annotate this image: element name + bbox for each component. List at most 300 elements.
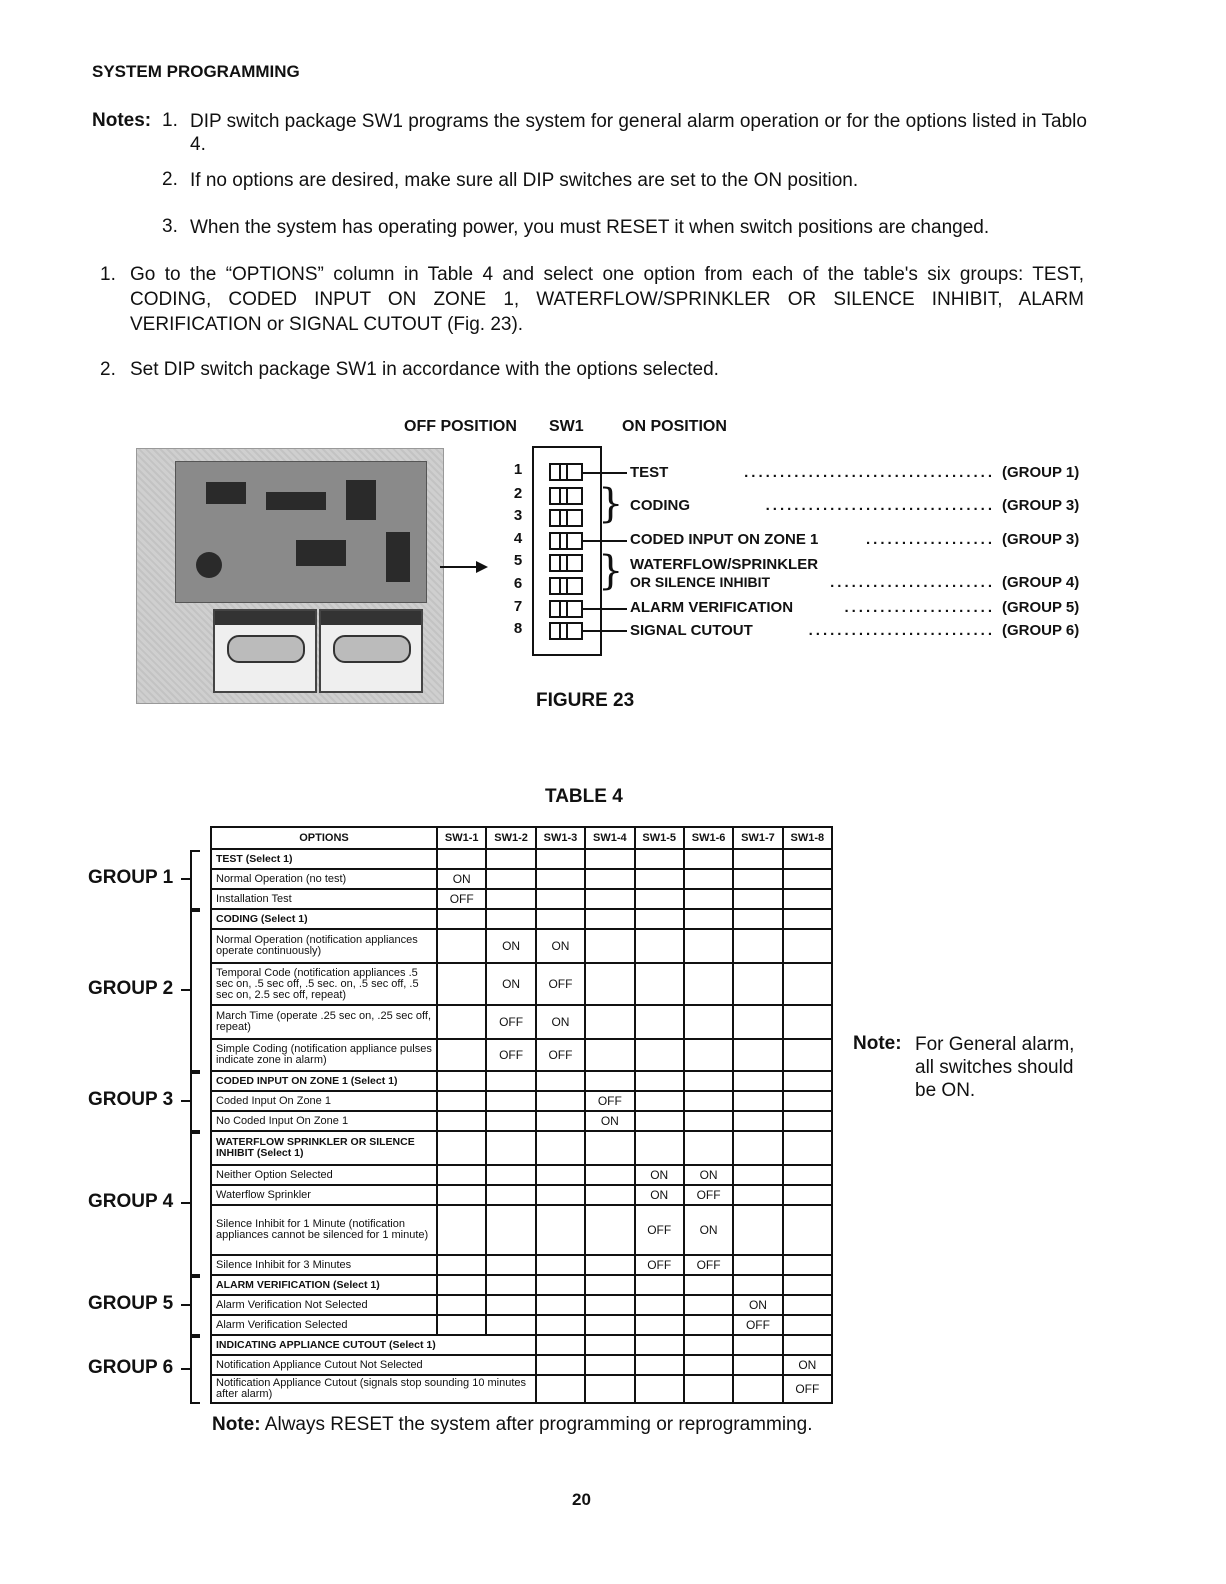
note-text: If no options are desired, make sure all DIP switches are set to the ON position. [190, 170, 859, 191]
switch-setting-cell [585, 929, 634, 963]
switch-setting-cell [585, 1315, 634, 1335]
switch-setting-cell [536, 1335, 585, 1355]
page-heading: SYSTEM PROGRAMMING [92, 62, 300, 81]
switch-setting-cell [733, 869, 782, 889]
switch-setting-cell: OFF [437, 889, 486, 909]
switch-setting-cell [536, 1315, 585, 1335]
leader-line [583, 540, 627, 542]
group-brace-point [181, 989, 191, 991]
switch-setting-cell [486, 1205, 535, 1255]
table-row [211, 1355, 832, 1375]
switch-setting-cell [684, 1071, 733, 1091]
table-row [211, 1205, 832, 1255]
switch-setting-cell [733, 929, 782, 963]
option-cell: TEST (Select 1) [211, 849, 437, 869]
switch-setting-cell [536, 1375, 585, 1403]
table-row [211, 1111, 832, 1131]
control-panel-photo [136, 448, 444, 704]
option-label: CODING [630, 497, 690, 514]
switch-setting-cell [684, 1275, 733, 1295]
option-cell: Silence Inhibit for 1 Minute (notification appliances cannot be silenced for 1 minute) [211, 1205, 437, 1255]
column-header-switch: SW1-2 [486, 827, 535, 849]
switch-setting-cell [684, 1039, 733, 1071]
switch-setting-cell [783, 1039, 832, 1071]
column-header-switch: SW1-8 [783, 827, 832, 849]
switch-setting-cell: ON [684, 1205, 733, 1255]
switch-setting-cell [733, 1111, 782, 1131]
switch-setting-cell: OFF [635, 1255, 684, 1275]
note-text: DIP switch package SW1 programs the system for general alarm operation or for the options listed in Tablo 4. [190, 111, 1087, 155]
option-cell: Normal Operation (notification appliances operate continuously) [211, 929, 437, 963]
switch-setting-cell [783, 1091, 832, 1111]
option-group: (GROUP 6) [1002, 622, 1080, 639]
switch-number: 6 [513, 575, 523, 592]
switch-setting-cell [437, 1111, 486, 1131]
switch-number: 1 [513, 461, 523, 478]
circuit-board [175, 461, 427, 603]
switch-setting-cell [635, 1375, 684, 1403]
switch-setting-cell [585, 1131, 634, 1165]
switch-setting-cell [486, 849, 535, 869]
switch-setting-cell [585, 1165, 634, 1185]
switch-setting-cell [684, 849, 733, 869]
table-row [211, 1005, 832, 1039]
switch-setting-cell [635, 929, 684, 963]
switch-setting-cell [684, 909, 733, 929]
switch-setting-cell [635, 1335, 684, 1355]
switch-setting-cell [437, 929, 486, 963]
switch-setting-cell [684, 1315, 733, 1335]
switch-setting-cell [733, 1205, 782, 1255]
switch-setting-cell: OFF [783, 1375, 832, 1403]
sw1-label: SW1 [549, 418, 584, 435]
switch-setting-cell [733, 1275, 782, 1295]
switch-setting-cell: OFF [536, 963, 585, 1005]
group-brace-point [181, 1368, 191, 1370]
group-brace [190, 850, 200, 910]
group-brace-point [181, 1202, 191, 1204]
dip-switch [549, 577, 583, 595]
switch-setting-cell [585, 1039, 634, 1071]
switch-number: 2 [513, 485, 523, 502]
option-cell: CODED INPUT ON ZONE 1 (Select 1) [211, 1071, 437, 1091]
switch-setting-cell [585, 1355, 634, 1375]
switch-setting-cell [733, 1131, 782, 1165]
switch-setting-cell [783, 869, 832, 889]
group-brace-point [181, 878, 191, 880]
group-label: GROUP 1 [88, 867, 174, 888]
table-row [211, 1375, 832, 1403]
switch-setting-cell [733, 1039, 782, 1071]
page-number: 20 [572, 1490, 591, 1509]
switch-setting-cell [684, 929, 733, 963]
switch-setting-cell [486, 1255, 535, 1275]
step-number: 2. [100, 359, 116, 380]
switch-setting-cell [783, 1071, 832, 1091]
option-group: (GROUP 4) [1002, 574, 1080, 591]
switch-setting-cell [635, 1355, 684, 1375]
bottom-note-text: Always RESET the system after programming or reprogramming. [264, 1414, 813, 1435]
switch-setting-cell: OFF [733, 1315, 782, 1335]
option-cell: WATERFLOW SPRINKLER OR SILENCE INHIBIT (Select 1) [211, 1131, 437, 1165]
switch-setting-cell: ON [783, 1355, 832, 1375]
switch-setting-cell [635, 1275, 684, 1295]
option-cell: Normal Operation (no test) [211, 869, 437, 889]
table-row [211, 929, 832, 963]
leader-line [583, 630, 627, 632]
option-cell: INDICATING APPLIANCE CUTOUT (Select 1) [211, 1335, 536, 1355]
switch-setting-cell [536, 1185, 585, 1205]
switch-setting-cell [536, 1165, 585, 1185]
note-number: 2. [162, 169, 178, 190]
switch-setting-cell [684, 889, 733, 909]
switch-setting-cell [783, 849, 832, 869]
switch-setting-cell [437, 1295, 486, 1315]
leader-dots: ....................... [830, 574, 995, 591]
table-row [211, 889, 832, 909]
switch-setting-cell [783, 1111, 832, 1131]
switch-setting-cell [733, 889, 782, 909]
option-cell: Installation Test [211, 889, 437, 909]
table-group-header-row [211, 1275, 832, 1295]
switch-setting-cell [783, 929, 832, 963]
side-note-label: Note: [853, 1033, 902, 1054]
switch-setting-cell [585, 1005, 634, 1039]
switch-setting-cell [783, 1255, 832, 1275]
switch-setting-cell [635, 1091, 684, 1111]
switch-setting-cell: ON [486, 963, 535, 1005]
switch-setting-cell [437, 1255, 486, 1275]
switch-setting-cell [783, 909, 832, 929]
switch-setting-cell [585, 1205, 634, 1255]
switch-setting-cell [783, 1165, 832, 1185]
switch-setting-cell [486, 1315, 535, 1335]
column-header-options: OPTIONS [211, 827, 437, 849]
group-brace [190, 910, 200, 1072]
switch-setting-cell: OFF [486, 1005, 535, 1039]
switch-setting-cell [437, 1275, 486, 1295]
switch-setting-cell: ON [635, 1165, 684, 1185]
option-cell: ALARM VERIFICATION (Select 1) [211, 1275, 437, 1295]
note-text: When the system has operating power, you must RESET it when switch positions are changed. [190, 217, 990, 238]
brace: } [598, 548, 624, 594]
switch-setting-cell [783, 1185, 832, 1205]
switch-setting-cell [536, 1131, 585, 1165]
brace: } [598, 481, 624, 527]
switch-setting-cell [733, 1255, 782, 1275]
table-group-header-row [211, 849, 832, 869]
switch-setting-cell [684, 963, 733, 1005]
option-group: (GROUP 5) [1002, 599, 1080, 616]
switch-setting-cell [684, 1005, 733, 1039]
dip-switch [549, 600, 583, 618]
option-cell: No Coded Input On Zone 1 [211, 1111, 437, 1131]
switch-setting-cell [684, 869, 733, 889]
table-row [211, 1315, 832, 1335]
switch-number: 4 [513, 530, 523, 547]
switch-setting-cell [635, 909, 684, 929]
option-label: WATERFLOW/SPRINKLER [630, 556, 819, 573]
option-cell: March Time (operate .25 sec on, .25 sec off, repeat) [211, 1005, 437, 1039]
side-note-text: For General alarm, all switches should be ON. [915, 1034, 1075, 1101]
dip-switch [549, 622, 583, 640]
switch-setting-cell [486, 909, 535, 929]
step-number: 1. [100, 264, 116, 285]
switch-setting-cell [733, 1165, 782, 1185]
leader-dots: ..................... [844, 599, 995, 616]
note-number: 1. [162, 110, 178, 131]
switch-setting-cell [635, 1005, 684, 1039]
column-header-switch: SW1-7 [733, 827, 782, 849]
switch-setting-cell [733, 963, 782, 1005]
switch-setting-cell [635, 963, 684, 1005]
switch-setting-cell [536, 1091, 585, 1111]
bottom-note-label: Note: [212, 1414, 261, 1435]
switch-setting-cell: ON [536, 929, 585, 963]
bottom-note [212, 1414, 812, 1436]
switch-setting-cell [733, 1005, 782, 1039]
switch-setting-cell [635, 1071, 684, 1091]
battery-right [319, 609, 423, 693]
switch-setting-cell [486, 1111, 535, 1131]
option-label: SIGNAL CUTOUT [630, 622, 753, 639]
pointer-arrow-head [476, 561, 488, 573]
switch-setting-cell [585, 869, 634, 889]
switch-setting-cell [585, 1275, 634, 1295]
switch-setting-cell: OFF [635, 1205, 684, 1255]
option-label: TEST [630, 464, 669, 481]
group-brace [190, 1072, 200, 1132]
switch-setting-cell [437, 1205, 486, 1255]
switch-setting-cell [536, 1205, 585, 1255]
table-row [211, 1295, 832, 1315]
switch-setting-cell [585, 1071, 634, 1091]
switch-setting-cell [733, 1091, 782, 1111]
switch-setting-cell [437, 1091, 486, 1111]
option-cell: Notification Appliance Cutout (signals stop sounding 10 minutes after alarm) [211, 1375, 536, 1403]
table-row [211, 1255, 832, 1275]
table-row [211, 1165, 832, 1185]
switch-setting-cell [635, 1131, 684, 1165]
switch-setting-cell [783, 1275, 832, 1295]
switch-setting-cell [486, 1275, 535, 1295]
table-row [211, 1185, 832, 1205]
switch-setting-cell [684, 1335, 733, 1355]
switch-setting-cell [536, 1111, 585, 1131]
switch-setting-cell: OFF [684, 1255, 733, 1275]
switch-setting-cell [486, 1131, 535, 1165]
switch-setting-cell [635, 1111, 684, 1131]
switch-setting-cell [585, 889, 634, 909]
switch-setting-cell: OFF [536, 1039, 585, 1071]
leader-dots: .................. [865, 531, 995, 548]
group-brace-point [181, 1304, 191, 1306]
switch-setting-cell [684, 1295, 733, 1315]
table-group-header-row [211, 1335, 832, 1355]
options-table [210, 826, 833, 1404]
switch-setting-cell [437, 1071, 486, 1091]
table-group-header-row [211, 909, 832, 929]
group-brace [190, 1336, 200, 1404]
switch-setting-cell [783, 1315, 832, 1335]
switch-setting-cell [536, 869, 585, 889]
option-cell: Coded Input On Zone 1 [211, 1091, 437, 1111]
switch-setting-cell [635, 1315, 684, 1335]
switch-setting-cell [486, 1071, 535, 1091]
dip-switch [549, 509, 583, 527]
table-row [211, 1039, 832, 1071]
step-text: Go to the “OPTIONS” column in Table 4 and select one option from each of the table's six groups: TEST, CODING, CODED INPUT ON ZONE 1, WATERFLOW/SPRINKLER OR SILENCE INHIBIT, ALARM VERIFICATION or SIGNAL CUTOUT (Fig. 23). [130, 264, 1084, 335]
switch-setting-cell [733, 849, 782, 869]
switch-setting-cell [684, 1375, 733, 1403]
switch-number: 7 [513, 598, 523, 615]
switch-setting-cell [684, 1091, 733, 1111]
option-cell: Silence Inhibit for 3 Minutes [211, 1255, 437, 1275]
switch-setting-cell [486, 889, 535, 909]
option-cell: Simple Coding (notification appliance pulses indicate zone in alarm) [211, 1039, 437, 1071]
switch-setting-cell [635, 849, 684, 869]
switch-setting-cell [437, 1131, 486, 1165]
switch-setting-cell: OFF [486, 1039, 535, 1071]
switch-setting-cell [585, 1185, 634, 1205]
switch-setting-cell [585, 1255, 634, 1275]
figure-caption: FIGURE 23 [536, 690, 635, 711]
leader-dots: .......................... [808, 622, 995, 639]
switch-setting-cell [437, 1039, 486, 1071]
step-text: Set DIP switch package SW1 in accordance with the options selected. [130, 359, 719, 380]
group-brace [190, 1132, 200, 1276]
switch-setting-cell: ON [635, 1185, 684, 1205]
switch-setting-cell: ON [585, 1111, 634, 1131]
switch-setting-cell [733, 1375, 782, 1403]
option-cell: Alarm Verification Selected [211, 1315, 437, 1335]
switch-number: 5 [513, 552, 523, 569]
group-label: GROUP 4 [88, 1191, 174, 1212]
on-position-label: ON POSITION [622, 418, 727, 435]
switch-setting-cell [437, 1165, 486, 1185]
switch-setting-cell: ON [733, 1295, 782, 1315]
switch-setting-cell [733, 909, 782, 929]
switch-setting-cell [486, 1091, 535, 1111]
table-row [211, 1091, 832, 1111]
dip-switch [549, 487, 583, 505]
table-row [211, 963, 832, 1005]
battery-left [213, 609, 317, 693]
switch-setting-cell [536, 1295, 585, 1315]
switch-setting-cell [585, 909, 634, 929]
switch-setting-cell [733, 1355, 782, 1375]
switch-setting-cell [437, 963, 486, 1005]
switch-number: 3 [513, 507, 523, 524]
switch-setting-cell [635, 1295, 684, 1315]
column-header-switch: SW1-3 [536, 827, 585, 849]
switch-setting-cell [684, 1355, 733, 1375]
switch-setting-cell [486, 869, 535, 889]
switch-setting-cell [536, 1355, 585, 1375]
switch-setting-cell: ON [486, 929, 535, 963]
switch-setting-cell: OFF [585, 1091, 634, 1111]
battery-logo [333, 635, 411, 663]
switch-setting-cell [783, 963, 832, 1005]
option-group: (GROUP 3) [1002, 497, 1080, 514]
option-cell: CODING (Select 1) [211, 909, 437, 929]
group-brace [190, 1276, 200, 1336]
switch-setting-cell [733, 1185, 782, 1205]
switch-setting-cell [635, 889, 684, 909]
notes-label: Notes: [92, 110, 152, 131]
switch-setting-cell [733, 1071, 782, 1091]
option-group: (GROUP 1) [1002, 464, 1080, 481]
switch-setting-cell [684, 1131, 733, 1165]
switch-setting-cell: ON [437, 869, 486, 889]
switch-setting-cell [437, 849, 486, 869]
option-label-line2: OR SILENCE INHIBIT [630, 574, 771, 590]
switch-setting-cell [437, 1185, 486, 1205]
switch-setting-cell [635, 869, 684, 889]
switch-setting-cell [585, 963, 634, 1005]
table-group-header-row [211, 1071, 832, 1091]
table-group-header-row [211, 1131, 832, 1165]
leader-line [583, 472, 627, 474]
switch-setting-cell [437, 909, 486, 929]
switch-setting-cell [783, 889, 832, 909]
switch-setting-cell [437, 1315, 486, 1335]
option-cell: Alarm Verification Not Selected [211, 1295, 437, 1315]
switch-setting-cell: ON [536, 1005, 585, 1039]
option-cell: Neither Option Selected [211, 1165, 437, 1185]
switch-setting-cell [486, 1185, 535, 1205]
switch-setting-cell: OFF [684, 1185, 733, 1205]
option-label: ALARM VERIFICATION [630, 599, 794, 616]
switch-setting-cell [536, 1275, 585, 1295]
switch-setting-cell [585, 849, 634, 869]
off-position-label: OFF POSITION [404, 418, 517, 435]
switch-setting-cell [783, 1131, 832, 1165]
switch-setting-cell [437, 1005, 486, 1039]
table-title: TABLE 4 [545, 786, 623, 807]
switch-setting-cell [585, 1375, 634, 1403]
switch-setting-cell: ON [684, 1165, 733, 1185]
switch-number: 8 [513, 620, 523, 637]
switch-setting-cell [733, 1335, 782, 1355]
switch-setting-cell [783, 1295, 832, 1315]
switch-setting-cell [536, 889, 585, 909]
switch-setting-cell [585, 1335, 634, 1355]
switch-setting-cell [536, 1071, 585, 1091]
switch-setting-cell [783, 1005, 832, 1039]
switch-setting-cell [536, 909, 585, 929]
column-header-switch: SW1-5 [635, 827, 684, 849]
dip-switch [549, 463, 583, 481]
column-header-switch: SW1-1 [437, 827, 486, 849]
switch-setting-cell [783, 1335, 832, 1355]
switch-setting-cell [783, 1205, 832, 1255]
group-label: GROUP 3 [88, 1089, 174, 1110]
group-label: GROUP 5 [88, 1293, 174, 1314]
table-header-row [211, 827, 832, 849]
switch-setting-cell [536, 1255, 585, 1275]
switch-setting-cell [684, 1111, 733, 1131]
group-label: GROUP 2 [88, 978, 174, 999]
switch-setting-cell [536, 849, 585, 869]
switch-setting-cell [585, 1295, 634, 1315]
option-label: CODED INPUT ON ZONE 1 [630, 531, 819, 548]
switch-setting-cell [635, 1039, 684, 1071]
dip-switch [549, 554, 583, 572]
option-cell: Waterflow Sprinkler [211, 1185, 437, 1205]
note-number: 3. [162, 216, 178, 237]
table-row [211, 869, 832, 889]
